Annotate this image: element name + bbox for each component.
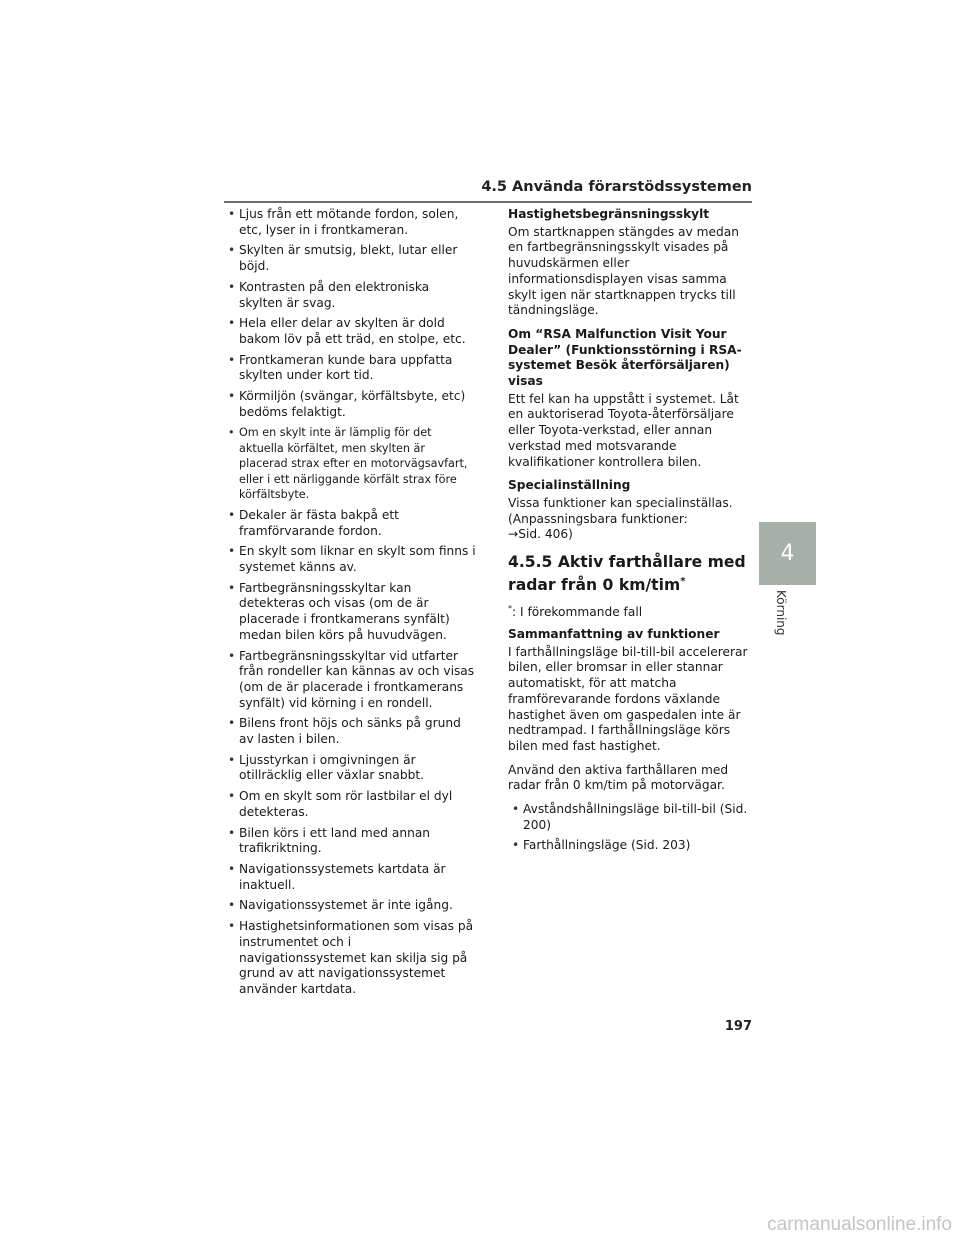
- page-number: 197: [724, 1019, 752, 1034]
- mode-list: [508, 802, 754, 854]
- special-setting-heading: Specialinställning: [508, 478, 631, 493]
- watermark: carmanualsonline.info: [767, 1214, 952, 1235]
- list-item: • Navigationssystemets kartdata är inaktuell.: [224, 862, 476, 893]
- header-rule: [224, 201, 752, 203]
- list-item: • Avståndshållningsläge bil-till-bil (Sid. 200): [508, 802, 754, 833]
- left-column: [224, 207, 476, 1003]
- section-title-mark: *: [680, 576, 686, 588]
- section-title-text: 4.5.5 Aktiv farthållare med radar från 0 km/tim: [508, 553, 746, 595]
- list-item: • Körmiljön (svängar, körfältsbyte, etc) bedöms felaktigt.: [224, 389, 476, 420]
- list-item: • Fartbegränsningsskyltar vid utfarter från rondeller kan kännas av och visas (om de är placerade i frontkamerans synfält) vid körning i en rondell.: [224, 649, 476, 712]
- right-column: [508, 207, 754, 859]
- list-item: • Hastighetsinformationen som visas på instrumentet och i navigationssystemet kan skilja sig på grund av att navigationssystemet använder kartdata.: [224, 919, 476, 998]
- page-reference-link[interactable]: →Sid. 406): [508, 527, 573, 542]
- list-item: • Fartbegränsningsskyltar kan detekteras och visas (om de är placerade i frontkamerans synfält) medan bilen körs på huvudvägen.: [224, 581, 476, 644]
- list-item: • Bilen körs i ett land med annan trafikriktning.: [224, 826, 476, 857]
- availability-footnote: [508, 601, 754, 621]
- list-item: • Om en skylt som rör lastbilar el dyl detekteras.: [224, 789, 476, 820]
- special-setting-text: [508, 496, 754, 543]
- list-item: • Navigationssystemet är inte igång.: [224, 898, 476, 914]
- list-item: • Kontrasten på den elektroniska skylten är svag.: [224, 280, 476, 311]
- list-item: • Hela eller delar av skylten är dold bakom löv på ett träd, en stolpe, etc.: [224, 316, 476, 347]
- list-item: • Frontkameran kunde bara uppfatta skylten under kort tid.: [224, 353, 476, 384]
- chapter-label: Körning: [774, 590, 788, 636]
- list-item: • Ljus från ett mötande fordon, solen, etc, lyser in i frontkameran.: [224, 207, 476, 238]
- footnote-mark: *: [508, 604, 512, 614]
- list-item: • Om en skylt inte är lämplig för det aktuella körfältet, men skylten är placerad strax efter en motorvägsavfart, eller i ett närliggande körfält strax före körfältsbyte.: [224, 425, 476, 503]
- limitation-list: [224, 207, 476, 998]
- summary-text-1: I farthållningsläge bil-till-bil accelererar bilen, eller bromsar in eller stannar automatiskt, för att matcha framförevarande fordons växlande hastighet även om gaspedalen inte är nedtrampad. I farthållningsläge körs bilen med fast hastighet.: [508, 644, 748, 753]
- footnote-text: : I förekommande fall: [512, 605, 643, 620]
- list-item: • Skylten är smutsig, blekt, lutar eller böjd.: [224, 243, 476, 274]
- list-item: • En skylt som liknar en skylt som finns i systemet känns av.: [224, 544, 476, 575]
- special-setting-body: Vissa funktioner kan specialinställas. (Anpassningsbara funktioner:: [508, 495, 733, 526]
- list-item: • Bilens front höjs och sänks på grund av lasten i bilen.: [224, 716, 476, 747]
- rsa-malfunction-heading: Om “RSA Malfunction Visit Your Dealer” (Funktionsstörning i RSA-systemet Besök återförsäljaren) visas: [508, 326, 742, 389]
- chapter-tab: 4: [759, 522, 816, 585]
- list-item: • Farthållningsläge (Sid. 203): [508, 838, 754, 854]
- summary-text-2: Använd den aktiva farthållaren med radar från 0 km/tim på motorvägar.: [508, 762, 729, 793]
- list-item: • Dekaler är fästa bakpå ett framförvarande fordon.: [224, 508, 476, 539]
- speed-sign-text: Om startknappen stängdes av medan en fartbegränsningsskylt visades på huvudskärmen eller informationsdisplayen visas samma skylt igen när startknappen trycks till tändningsläge.: [508, 224, 739, 318]
- list-item: • Ljusstyrkan i omgivningen är otillräcklig eller växlar snabbt.: [224, 753, 476, 784]
- running-header: 4.5 Använda förarstödssystemen: [481, 179, 752, 195]
- rsa-malfunction-text: Ett fel kan ha uppstått i systemet. Låt en auktoriserad Toyota-återförsäljare eller Toyota-verkstad, eller annan verkstad med motsvarande kvalifikationer kontrollera bilen.: [508, 391, 739, 469]
- summary-heading: Sammanfattning av funktioner: [508, 627, 720, 642]
- section-title: [508, 553, 754, 595]
- speed-sign-heading: Hastighetsbegränsningsskylt: [508, 207, 710, 221]
